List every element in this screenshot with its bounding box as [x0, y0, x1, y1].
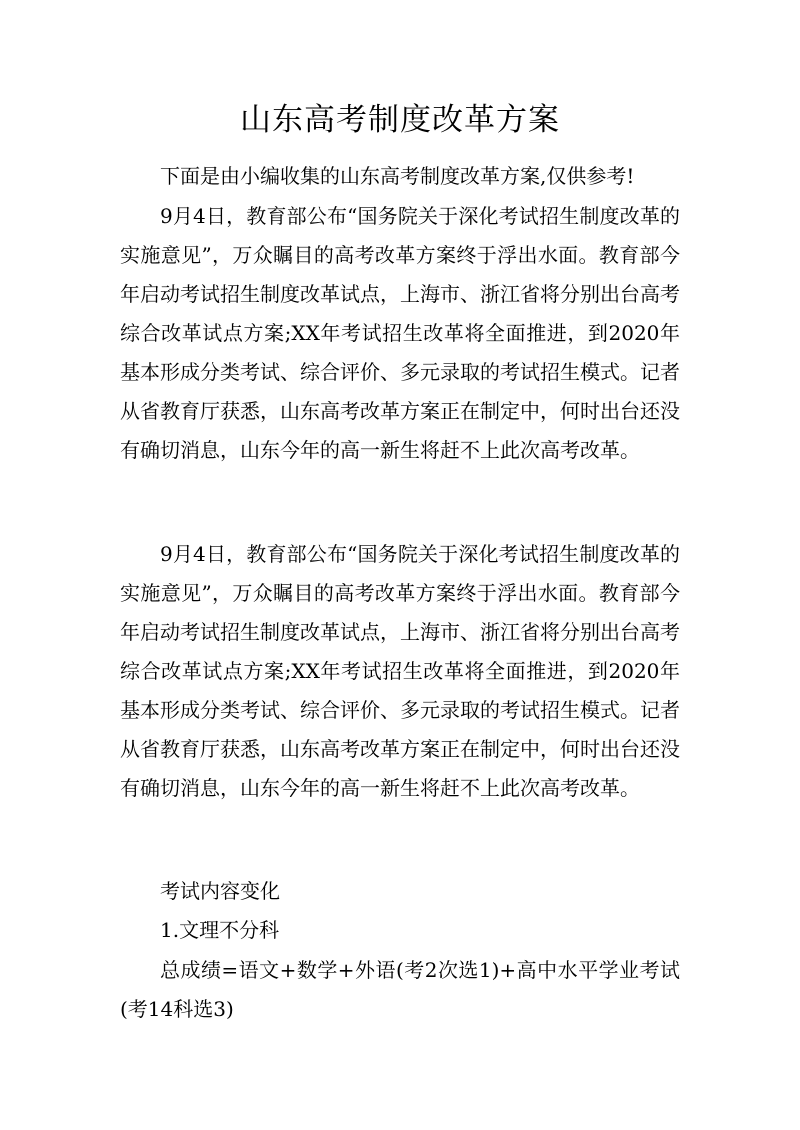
section-heading: 考试内容变化	[160, 879, 280, 903]
sub-heading: 1.文理不分科	[160, 918, 280, 942]
document-title: 山东高考制度改革方案	[240, 102, 560, 138]
formula-paragraph: 总成绩=语文+数学+外语(考2次选1)+高中水平学业考试(考14科选3)	[120, 958, 680, 1021]
body-paragraph-2: 9月4日，教育部公布“国务院关于深化考试招生制度改革的实施意见”，万众瞩目的高考改革方案终于浮出水面。教育部今年启动考试招生制度改革试点，上海市、浙江省将分别出台高考综合改革试点方案;XX年考试招生改革将全面推进，到2020年基本形成分类考试、综合评价、多元录取的考试招生模式。记者从省教育厅获悉，山东高考改革方案正在制定中，何时出台还没有确切消息，山东今年的高一新生将赶不上此次高考改革。	[120, 542, 680, 800]
intro-paragraph: 下面是由小编收集的山东高考制度改革方案,仅供参考!	[160, 164, 635, 188]
body-paragraph-1: 9月4日，教育部公布“国务院关于深化考试招生制度改革的实施意见”，万众瞩目的高考改革方案终于浮出水面。教育部今年启动考试招生制度改革试点，上海市、浙江省将分别出台高考综合改革试点方案;XX年考试招生改革将全面推进，到2020年基本形成分类考试、综合评价、多元录取的考试招生模式。记者从省教育厅获悉，山东高考改革方案正在制定中，何时出台还没有确切消息，山东今年的高一新生将赶不上此次高考改革。	[120, 204, 680, 462]
